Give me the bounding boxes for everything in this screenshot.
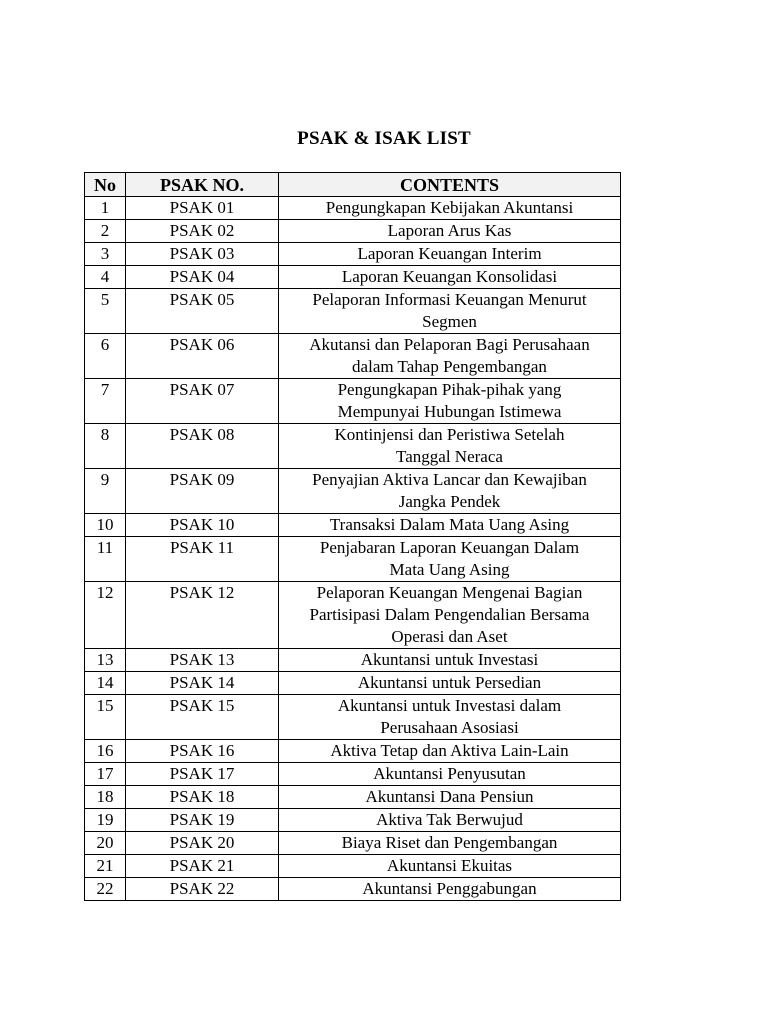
contents-line: Akuntansi Dana Pensiun <box>365 787 534 806</box>
contents-cell <box>279 537 621 582</box>
psak-number: PSAK 16 <box>126 740 279 763</box>
contents-cell <box>279 266 621 289</box>
row-number: 20 <box>85 832 126 855</box>
psak-number: PSAK 15 <box>126 695 279 740</box>
row-number: 13 <box>85 649 126 672</box>
contents-cell <box>279 220 621 243</box>
psak-number: PSAK 10 <box>126 514 279 537</box>
table-row <box>85 537 621 582</box>
contents-line: Tanggal Neraca <box>396 447 503 466</box>
table-row <box>85 266 621 289</box>
contents-line: Aktiva Tetap dan Aktiva Lain-Lain <box>330 741 569 760</box>
contents-line: Akuntansi untuk Investasi <box>360 650 539 669</box>
contents-line: Laporan Keuangan Interim <box>357 244 542 263</box>
contents-cell <box>279 334 621 379</box>
contents-line: Pengungkapan Pihak-pihak yang <box>337 380 562 399</box>
psak-number: PSAK 03 <box>126 243 279 266</box>
table-row <box>85 289 621 334</box>
contents-cell <box>279 763 621 786</box>
row-number: 4 <box>85 266 126 289</box>
table-row <box>85 672 621 695</box>
table-row <box>85 786 621 809</box>
psak-number: PSAK 08 <box>126 424 279 469</box>
contents-cell <box>279 672 621 695</box>
contents-line: Transaksi Dalam Mata Uang Asing <box>329 515 570 534</box>
contents-line: Laporan Keuangan Konsolidasi <box>341 267 558 286</box>
table-row <box>85 809 621 832</box>
psak-number: PSAK 20 <box>126 832 279 855</box>
row-number: 16 <box>85 740 126 763</box>
psak-number: PSAK 18 <box>126 786 279 809</box>
table-row <box>85 243 621 266</box>
contents-cell <box>279 740 621 763</box>
row-number: 10 <box>85 514 126 537</box>
contents-line: Laporan Arus Kas <box>387 221 512 240</box>
table-body <box>85 197 621 901</box>
table-row <box>85 197 621 220</box>
psak-number: PSAK 06 <box>126 334 279 379</box>
contents-cell <box>279 424 621 469</box>
contents-cell <box>279 514 621 537</box>
psak-number: PSAK 04 <box>126 266 279 289</box>
contents-cell <box>279 832 621 855</box>
header-row <box>85 173 621 197</box>
contents-line: dalam Tahap Pengembangan <box>352 357 547 376</box>
row-number: 8 <box>85 424 126 469</box>
contents-cell <box>279 786 621 809</box>
contents-line: Partisipasi Dalam Pengendalian Bersama <box>309 605 590 624</box>
contents-line: Akutansi dan Pelaporan Bagi Perusahaan <box>309 335 590 354</box>
row-number: 17 <box>85 763 126 786</box>
contents-line: Pengungkapan Kebijakan Akuntansi <box>325 198 574 217</box>
contents-cell <box>279 809 621 832</box>
row-number: 19 <box>85 809 126 832</box>
contents-line: Akuntansi Ekuitas <box>386 856 513 875</box>
psak-number: PSAK 19 <box>126 809 279 832</box>
contents-cell <box>279 855 621 878</box>
contents-cell <box>279 379 621 424</box>
psak-number: PSAK 11 <box>126 537 279 582</box>
table-row <box>85 424 621 469</box>
psak-table <box>84 172 621 901</box>
row-number: 12 <box>85 582 126 649</box>
contents-line: Segmen <box>422 312 477 331</box>
contents-line: Biaya Riset dan Pengembangan <box>341 833 558 852</box>
psak-number: PSAK 22 <box>126 878 279 901</box>
contents-cell <box>279 243 621 266</box>
table-row <box>85 740 621 763</box>
row-number: 11 <box>85 537 126 582</box>
contents-cell <box>279 582 621 649</box>
table-row <box>85 514 621 537</box>
row-number: 2 <box>85 220 126 243</box>
psak-number: PSAK 02 <box>126 220 279 243</box>
psak-number: PSAK 07 <box>126 379 279 424</box>
psak-number: PSAK 12 <box>126 582 279 649</box>
contents-cell <box>279 878 621 901</box>
page-title: PSAK & ISAK LIST <box>297 128 471 149</box>
contents-line: Akuntansi Penyusutan <box>373 764 526 783</box>
psak-number: PSAK 05 <box>126 289 279 334</box>
table-row <box>85 763 621 786</box>
contents-cell <box>279 289 621 334</box>
contents-line: Perusahaan Asosiasi <box>380 718 519 737</box>
row-number: 22 <box>85 878 126 901</box>
row-number: 6 <box>85 334 126 379</box>
table-row <box>85 582 621 649</box>
contents-cell <box>279 649 621 672</box>
row-number: 5 <box>85 289 126 334</box>
table-row <box>85 695 621 740</box>
row-number: 15 <box>85 695 126 740</box>
table-header <box>85 173 621 197</box>
table-row <box>85 220 621 243</box>
table-row <box>85 379 621 424</box>
contents-line: Penyajian Aktiva Lancar dan Kewajiban <box>312 470 587 489</box>
contents-line: Aktiva Tak Berwujud <box>376 810 523 829</box>
header-no: No <box>85 173 126 197</box>
psak-number: PSAK 21 <box>126 855 279 878</box>
contents-line: Mempunyai Hubungan Istimewa <box>337 402 562 421</box>
contents-line: Pelaporan Informasi Keuangan Menurut <box>312 290 587 309</box>
table-row <box>85 855 621 878</box>
row-number: 18 <box>85 786 126 809</box>
psak-number: PSAK 01 <box>126 197 279 220</box>
psak-number: PSAK 17 <box>126 763 279 786</box>
contents-line: Akuntansi untuk Investasi dalam <box>337 696 562 715</box>
table-row <box>85 469 621 514</box>
row-number: 9 <box>85 469 126 514</box>
contents-line: Operasi dan Aset <box>391 627 508 646</box>
table-row <box>85 832 621 855</box>
contents-cell <box>279 695 621 740</box>
contents-cell <box>279 469 621 514</box>
contents-line: Mata Uang Asing <box>389 560 510 579</box>
contents-line: Akuntansi untuk Persedian <box>357 673 542 692</box>
row-number: 3 <box>85 243 126 266</box>
contents-line: Penjabaran Laporan Keuangan Dalam <box>319 538 580 557</box>
table-row <box>85 334 621 379</box>
psak-number: PSAK 09 <box>126 469 279 514</box>
row-number: 1 <box>85 197 126 220</box>
row-number: 14 <box>85 672 126 695</box>
psak-number: PSAK 14 <box>126 672 279 695</box>
header-psak-no: PSAK NO. <box>126 173 279 197</box>
table-row <box>85 878 621 901</box>
contents-line: Kontinjensi dan Peristiwa Setelah <box>334 425 565 444</box>
contents-line: Akuntansi Penggabungan <box>362 879 537 898</box>
row-number: 7 <box>85 379 126 424</box>
header-contents: CONTENTS <box>279 173 621 197</box>
row-number: 21 <box>85 855 126 878</box>
contents-cell <box>279 197 621 220</box>
table-row <box>85 649 621 672</box>
contents-line: Jangka Pendek <box>398 492 501 511</box>
psak-number: PSAK 13 <box>126 649 279 672</box>
contents-line: Pelaporan Keuangan Mengenai Bagian <box>316 583 583 602</box>
